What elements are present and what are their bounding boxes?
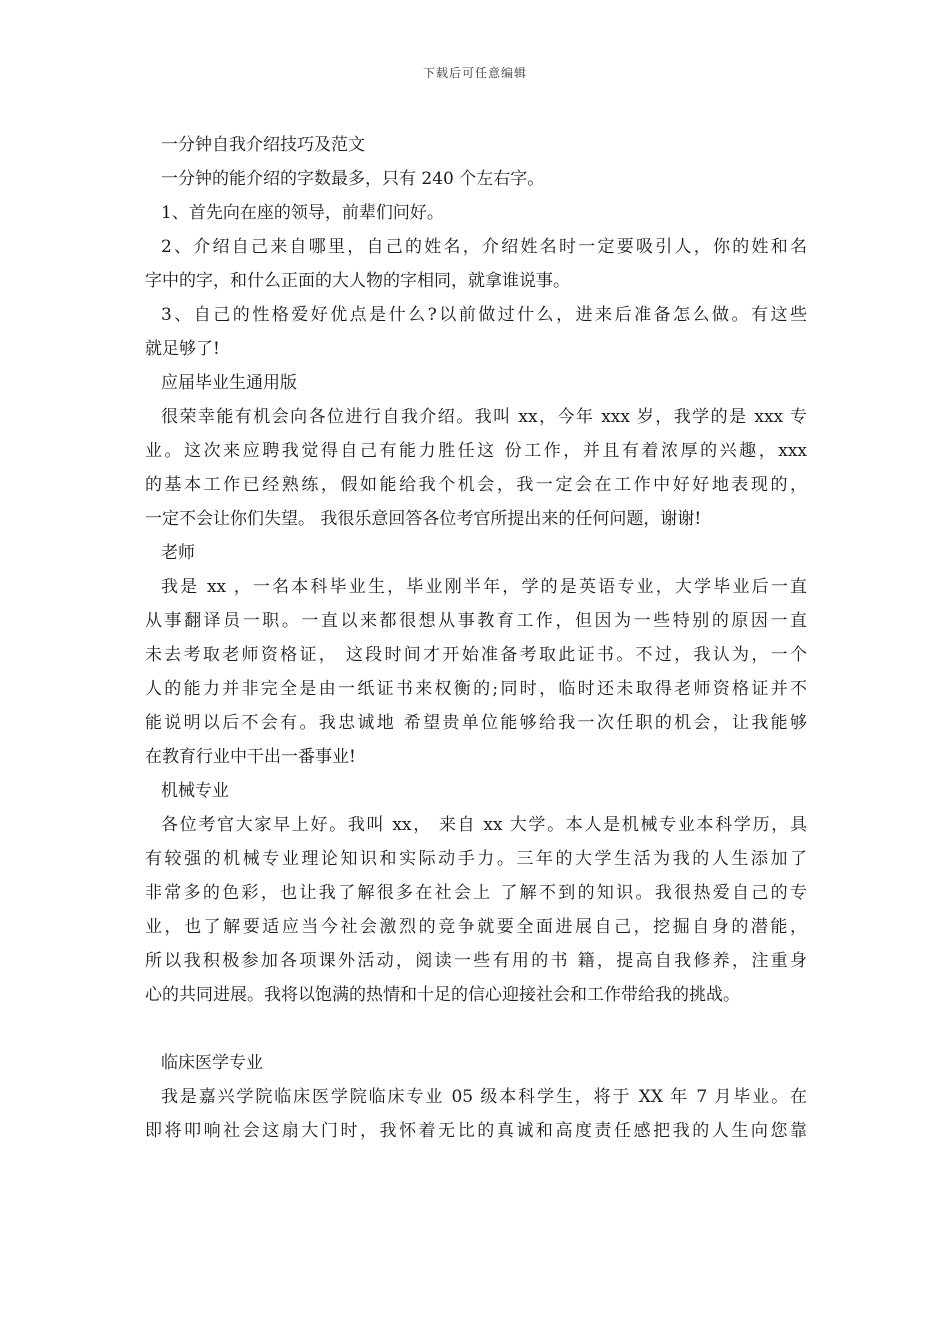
section-heading: 机械专业 [161,781,229,801]
section-heading: 临床医学专业 [161,1053,263,1073]
paragraph-line: 一定不会让你们失望。 我很乐意回答各位考官所提出来的任何问题，谢谢! [145,509,702,529]
paragraph-line: 有较强的机械专业理论知识和实际动手力。三年的大学生活为我的人生添加了 [145,849,807,869]
paragraph-line: 人的能力并非完全是由一纸证书来权衡的;同时，临时还未取得老师资格证并不 [145,679,807,699]
paragraph-line: 就足够了! [145,339,220,359]
paragraph-line: 能说明以后不会有。我忠诚地 希望贵单位能够给我一次任职的机会，让我能够 [145,713,807,733]
paragraph-line: 我是 xx ，一名本科毕业生，毕业刚半年，学的是英语专业，大学毕业后一直 [161,577,807,597]
document-title: 一分钟自我介绍技巧及范文 [161,135,365,155]
paragraph-line: 我是嘉兴学院临床医学院临床专业 05 级本科学生，将于 XX 年 7 月毕业。在 [161,1087,807,1107]
paragraph-line: 业。这次来应聘我觉得自己有能力胜任这 份工作，并且有着浓厚的兴趣，xxx [145,441,807,461]
paragraph-line: 1、首先向在座的领导，前辈们问好。 [161,203,444,223]
paragraph-line: 在教育行业中干出一番事业! [145,747,356,767]
blank-line [145,1012,807,1046]
page-header: 下载后可任意编辑 [422,66,527,80]
paragraph-line: 3、自己的性格爱好优点是什么?以前做过什么，进来后准备怎么做。有这些 [161,305,807,325]
paragraph-line: 未去考取老师资格证， 这段时间才开始准备考取此证书。不过，我认为，一个 [145,645,807,665]
section-heading: 应届毕业生通用版 [161,373,297,393]
paragraph-line: 2、介绍自己来自哪里，自己的姓名，介绍姓名时一定要吸引人，你的姓和名 [161,237,807,257]
paragraph-line: 从事翻译员一职。一直以来都很想从事教育工作，但因为一些特别的原因一直 [145,611,807,631]
section-heading: 老师 [161,543,195,563]
paragraph-line: 很荣幸能有机会向各位进行自我介绍。我叫 xx，今年 xxx 岁，我学的是 xxx 专 [161,407,807,427]
paragraph-line: 各位考官大家早上好。我叫 xx， 来自 xx 大学。本人是机械专业本科学历，具 [161,815,807,835]
paragraph-line: 的基本工作已经熟练，假如能给我个机会，我一定会在工作中好好地表现的， [145,475,807,495]
paragraph-line: 心的共同进展。我将以饱满的热情和十足的信心迎接社会和工作带给我的挑战。 [145,985,740,1005]
paragraph-line: 一分钟的能介绍的字数最多，只有 240 个左右字。 [161,169,545,189]
paragraph-line: 业，也了解要适应当今社会激烈的竞争就要全面进展自己，挖掘自身的潜能， [145,917,807,937]
paragraph-line: 即将叩响社会这扇大门时，我怀着无比的真诚和高度责任感把我的人生向您靠 [145,1121,807,1141]
paragraph-line: 字中的字，和什么正面的大人物的字相同，就拿谁说事。 [145,271,570,291]
paragraph-line: 所以我积极参加各项课外活动，阅读一些有用的书 籍，提高自我修养，注重身 [145,951,807,971]
paragraph-line: 非常多的色彩，也让我了解很多在社会上 了解不到的知识。我很热爱自己的专 [145,883,807,903]
document-body [145,128,807,1148]
